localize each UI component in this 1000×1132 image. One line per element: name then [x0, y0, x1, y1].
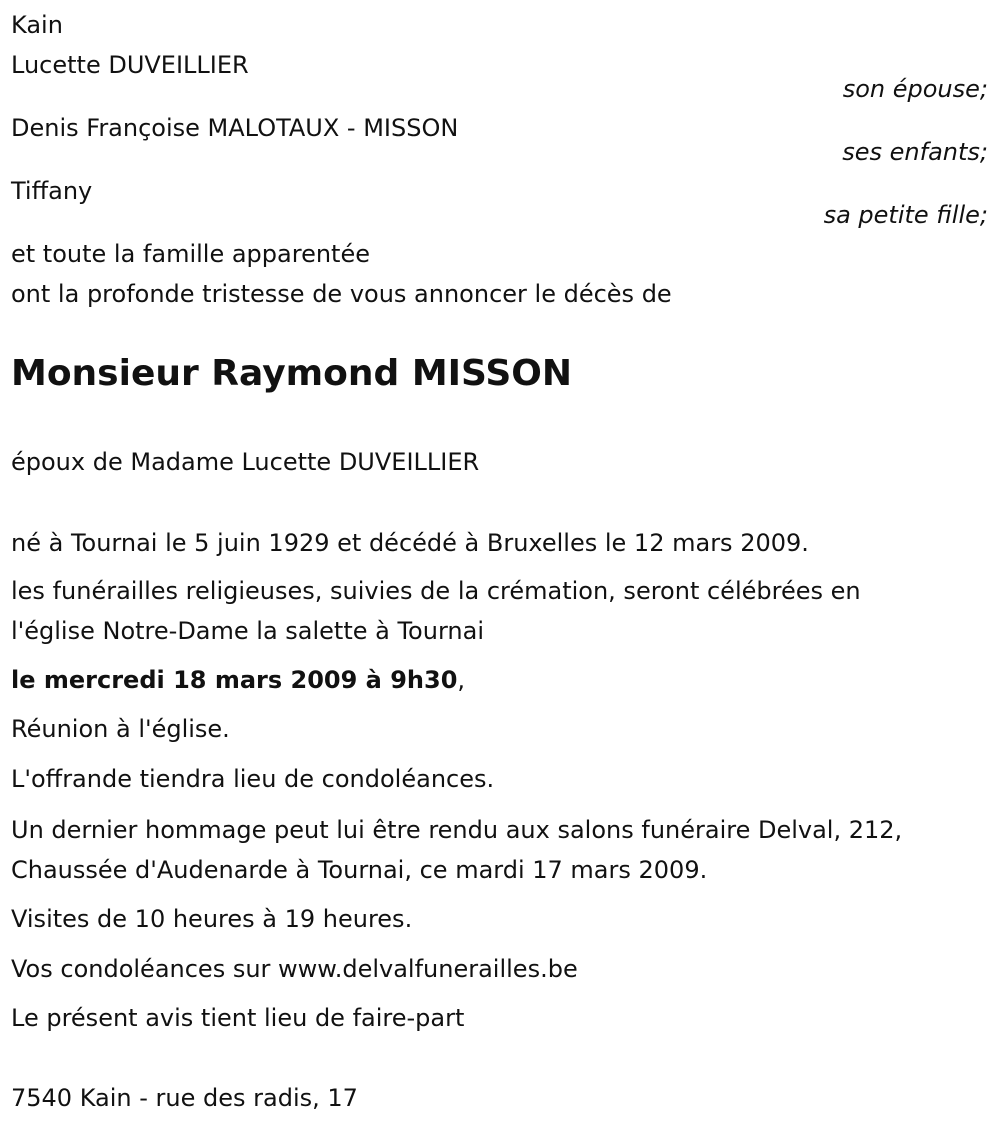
meeting-line: Réunion à l'église.: [11, 715, 230, 743]
tribute-line-2: Chaussée d'Audenarde à Tournai, ce mardi 17 mars 2009.: [11, 856, 708, 884]
place-name: Kain: [11, 11, 63, 39]
spouse-of-line: époux de Madame Lucette DUVEILLIER: [11, 448, 480, 476]
tribute-line-1: Un dernier hommage peut lui être rendu aux salons funéraire Delval, 212,: [11, 816, 903, 844]
address-line: 7540 Kain - rue des radis, 17: [11, 1084, 358, 1112]
announce-line: ont la profonde tristesse de vous annoncer le décès de: [11, 280, 672, 308]
children-role: ses enfants;: [842, 138, 988, 166]
ceremony-date-suffix: ,: [457, 666, 466, 694]
ceremony-date: [11, 665, 465, 695]
spouse-role: son épouse;: [842, 75, 988, 103]
ceremony-date-bold: le mercredi 18 mars 2009 à 9h30: [11, 666, 458, 694]
condolences-line: Vos condoléances sur www.delvalfunerailles.be: [11, 955, 578, 983]
birth-death-line: né à Tournai le 5 juin 1929 et décédé à Bruxelles le 12 mars 2009.: [11, 529, 809, 557]
ceremony-line-2: l'église Notre-Dame la salette à Tournai: [11, 617, 484, 645]
grandchild-name: Tiffany: [11, 177, 93, 205]
grandchild-role: sa petite fille;: [823, 201, 988, 229]
ceremony-line-1: les funérailles religieuses, suivies de la crémation, seront célébrées en: [11, 577, 861, 605]
family-line: et toute la famille apparentée: [11, 240, 370, 268]
notice-line: Le présent avis tient lieu de faire-part: [11, 1004, 465, 1032]
offering-line: L'offrande tiendra lieu de condoléances.: [11, 765, 495, 793]
children-names: Denis Françoise MALOTAUX - MISSON: [11, 114, 459, 142]
visits-line: Visites de 10 heures à 19 heures.: [11, 905, 413, 933]
deceased-name: Monsieur Raymond MISSON: [11, 353, 573, 394]
spouse-name: Lucette DUVEILLIER: [11, 51, 249, 79]
